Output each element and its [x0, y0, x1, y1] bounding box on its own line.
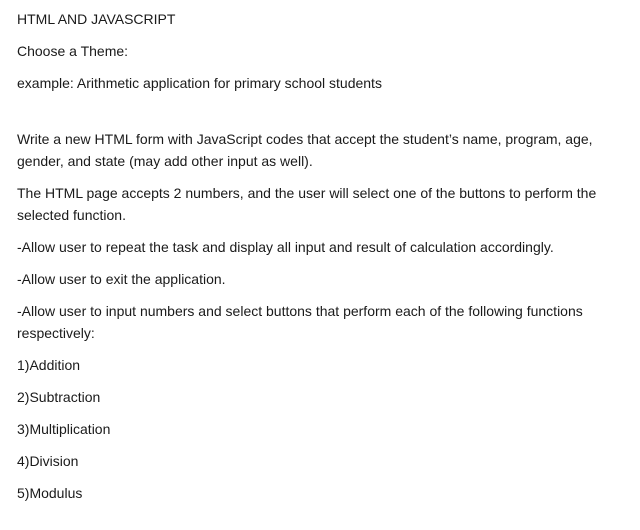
paragraph-exit-app: -Allow user to exit the application.	[17, 271, 226, 287]
paragraph-input-numbers: -Allow user to input numbers and select buttons that perform each of the following functions respectively:	[17, 303, 583, 341]
function-item-division: 4)Division	[17, 453, 79, 469]
functions-list	[17, 354, 640, 504]
theme-label: Choose a Theme:	[17, 43, 129, 59]
function-item-multiplication: 3)Multiplication	[17, 421, 111, 437]
paragraph-form-requirements: Write a new HTML form with JavaScript codes that accept the student’s name, program, age, gender, and state (may add other input as well).	[17, 131, 593, 169]
document-title: HTML AND JAVASCRIPT	[17, 11, 176, 27]
paragraph-numbers-buttons: The HTML page accepts 2 numbers, and the user will select one of the buttons to perform the selected function.	[17, 185, 597, 223]
theme-example: example: Arithmetic application for primary school students	[17, 75, 382, 91]
paragraph-repeat-task: -Allow user to repeat the task and display all input and result of calculation accordingly.	[17, 239, 554, 255]
function-item-subtraction: 2)Subtraction	[17, 389, 101, 405]
function-item-addition: 1)Addition	[17, 357, 81, 373]
function-item-modulus: 5)Modulus	[17, 485, 83, 501]
